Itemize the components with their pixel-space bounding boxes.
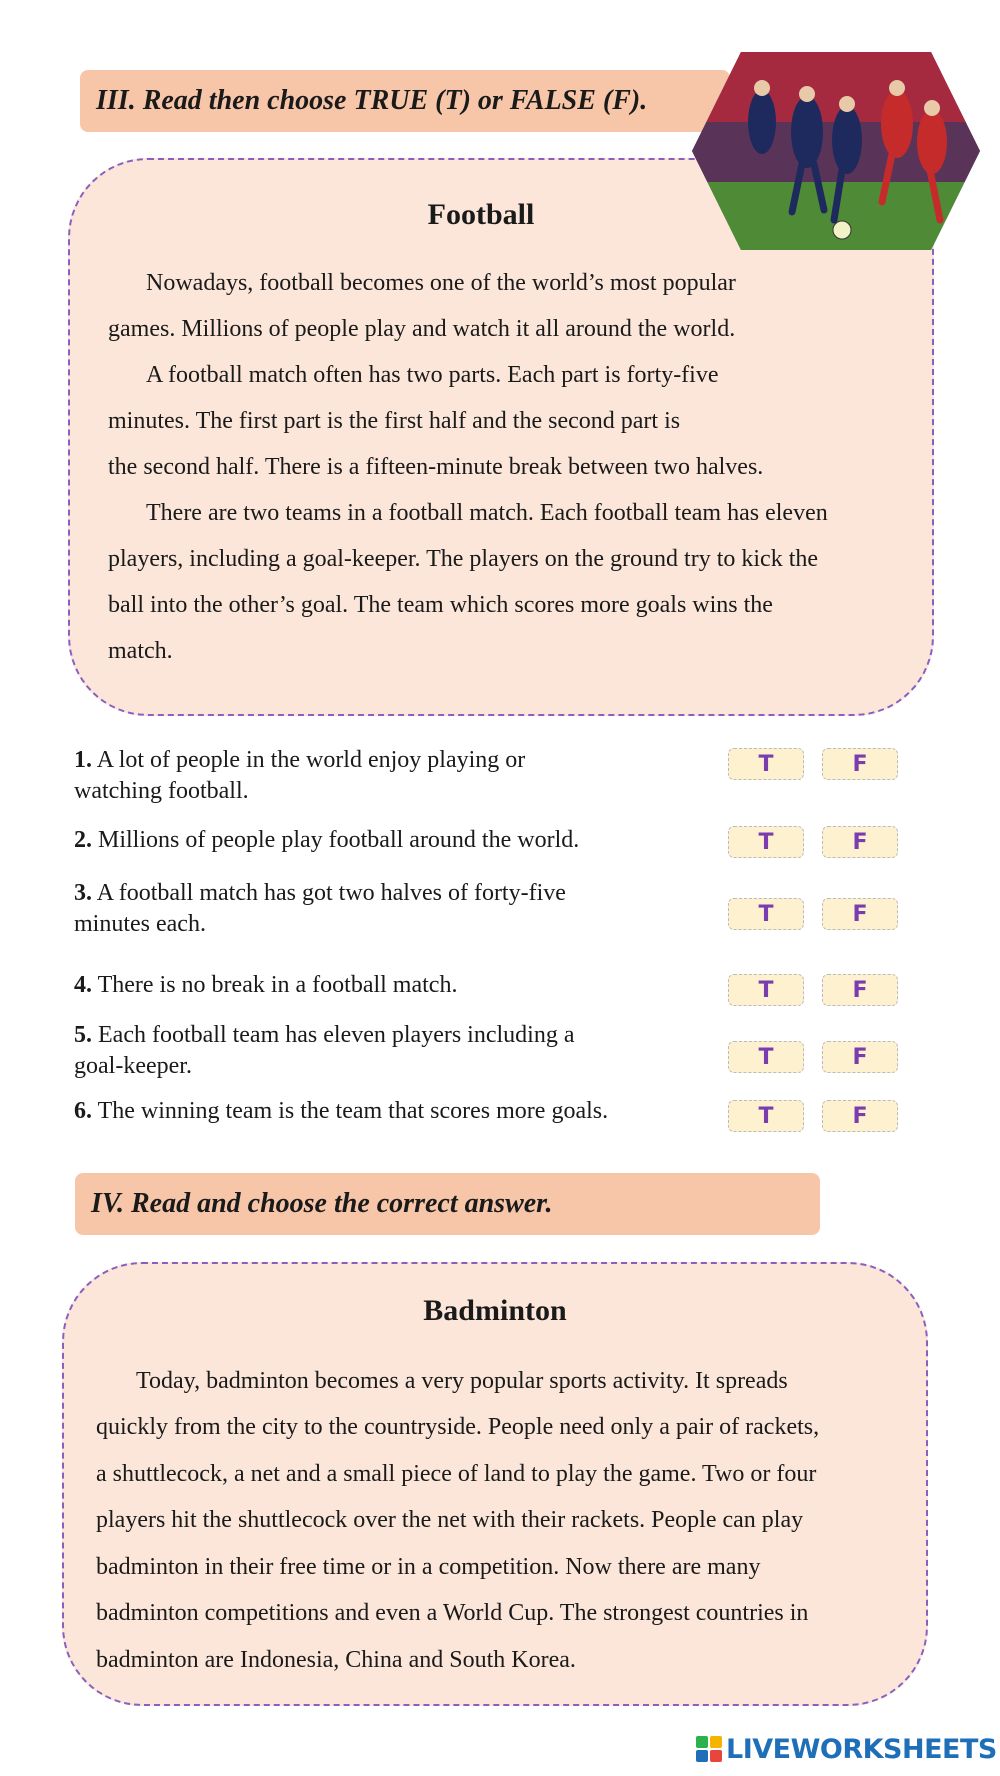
question-text-cont: goal-keeper. <box>74 1053 192 1079</box>
football-players-image <box>692 52 980 250</box>
football-players-illustration <box>692 52 980 250</box>
football-text-line: games. Millions of people play and watch it all around the world. <box>108 316 736 342</box>
question-text: There is no break in a football match. <box>97 972 458 998</box>
question-text-cont: watching football. <box>74 778 249 804</box>
section-3-header <box>80 70 730 132</box>
liveworksheets-logo[interactable] <box>696 1732 997 1766</box>
question-number: 1. <box>74 747 92 773</box>
question-text: The winning team is the team that scores more goals. <box>97 1098 609 1124</box>
q4-true-button[interactable]: T <box>728 974 804 1006</box>
question-2 <box>74 825 674 856</box>
badminton-text-line: badminton competitions and even a World Cup. The strongest countries in <box>96 1600 809 1626</box>
question-number: 2. <box>74 827 92 853</box>
question-text-cont: minutes each. <box>74 911 206 937</box>
football-text-line: players, including a goal-keeper. The players on the ground try to kick the <box>108 546 819 572</box>
football-text-line: There are two teams in a football match. Each football team has eleven <box>146 500 828 526</box>
question-text: Millions of people play football around the world. <box>98 827 580 853</box>
football-text-line: minutes. The first part is the first half and the second part is <box>108 408 681 434</box>
badminton-text-line: players hit the shuttlecock over the net with their rackets. People can play <box>96 1507 804 1533</box>
football-text-line: match. <box>108 638 173 664</box>
badminton-text-line: a shuttlecock, a net and a small piece of land to play the game. Two or four <box>96 1461 817 1487</box>
section-4-header <box>75 1173 820 1235</box>
question-number: 5. <box>74 1022 92 1048</box>
football-text-line: A football match often has two parts. Each part is forty-five <box>146 362 719 388</box>
q3-true-button[interactable]: T <box>728 898 804 930</box>
question-text: A football match has got two halves of forty-five <box>96 880 566 906</box>
q6-true-button[interactable]: T <box>728 1100 804 1132</box>
q6-false-button[interactable]: F <box>822 1100 898 1132</box>
section-3-header-text: III. Read then choose TRUE (T) or FALSE (F). <box>96 85 648 116</box>
question-text: Each football team has eleven players including a <box>98 1022 575 1048</box>
question-6 <box>74 1096 674 1127</box>
question-4 <box>74 970 674 1001</box>
q4-false-button[interactable]: F <box>822 974 898 1006</box>
liveworksheets-logo-text: LIVEWORKSHEETS <box>726 1733 997 1765</box>
liveworksheets-logo-icon <box>696 1736 722 1762</box>
q1-true-button[interactable]: T <box>728 748 804 780</box>
q1-false-button[interactable]: F <box>822 748 898 780</box>
question-text: A lot of people in the world enjoy playing or <box>96 747 526 773</box>
badminton-text-line: Today, badminton becomes a very popular sports activity. It spreads <box>136 1368 788 1394</box>
section-4-header-text: IV. Read and choose the correct answer. <box>91 1188 553 1219</box>
football-text-line: Nowadays, football becomes one of the world’s most popular <box>146 270 736 296</box>
question-number: 6. <box>74 1098 92 1124</box>
question-number: 4. <box>74 972 92 998</box>
football-text-line: the second half. There is a fifteen-minute break between two halves. <box>108 454 764 480</box>
question-1 <box>74 745 674 807</box>
badminton-text-line: quickly from the city to the countryside. People need only a pair of rackets, <box>96 1414 820 1440</box>
badminton-text-line: badminton in their free time or in a competition. Now there are many <box>96 1554 761 1580</box>
badminton-text-line: badminton are Indonesia, China and South Korea. <box>96 1647 576 1673</box>
q2-false-button[interactable]: F <box>822 826 898 858</box>
football-text-line: ball into the other’s goal. The team which scores more goals wins the <box>108 592 773 618</box>
question-3 <box>74 878 674 940</box>
q3-false-button[interactable]: F <box>822 898 898 930</box>
badminton-reading-box <box>62 1262 928 1706</box>
q5-true-button[interactable]: T <box>728 1041 804 1073</box>
question-5 <box>74 1020 674 1082</box>
question-number: 3. <box>74 880 92 906</box>
q2-true-button[interactable]: T <box>728 826 804 858</box>
q5-false-button[interactable]: F <box>822 1041 898 1073</box>
badminton-title: Badminton <box>423 1294 567 1327</box>
football-title: Football <box>427 198 535 231</box>
